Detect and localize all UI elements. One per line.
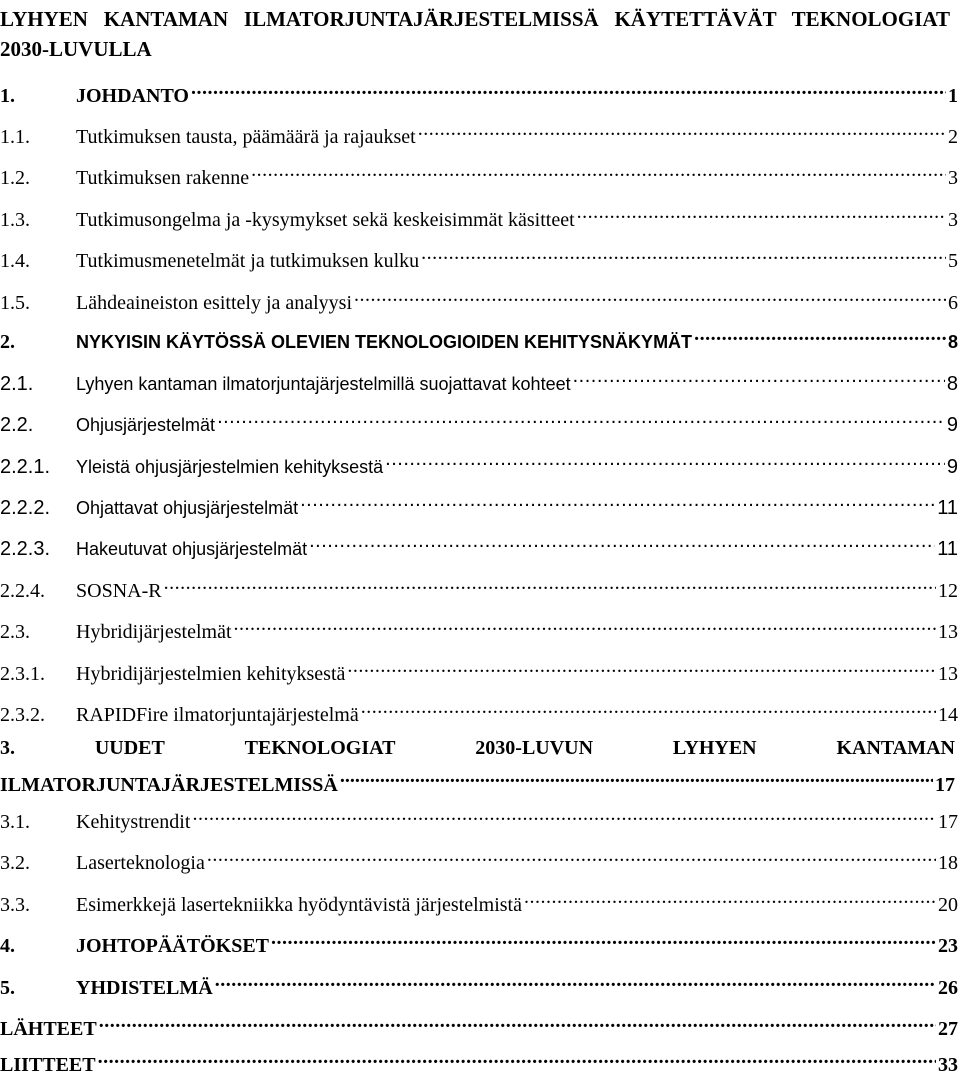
toc-page: 14 (938, 704, 958, 726)
toc-word: UUDET (94, 737, 165, 759)
toc-page: 27 (938, 1018, 958, 1040)
toc-page: 5 (948, 250, 958, 272)
toc-entry[interactable] (0, 239, 960, 272)
toc-page: 17 (935, 774, 955, 796)
toc-text: Lähdeaineiston esittely ja analyysi (76, 292, 353, 314)
toc-page: 18 (938, 852, 958, 874)
toc-page: 26 (938, 977, 958, 999)
toc-page: 9 (946, 456, 958, 478)
toc-page: 9 (946, 414, 958, 436)
toc-number: 2.2. (0, 414, 34, 436)
dot-leader (524, 883, 936, 911)
toc-number: 2.2.3. (0, 538, 51, 560)
toc-entry[interactable] (0, 841, 960, 874)
toc-number: 1. (0, 85, 15, 107)
dot-leader (98, 1043, 936, 1071)
toc-word: TEKNOLOGIAT (244, 737, 396, 759)
toc-entry-chapter-2[interactable] (0, 320, 960, 353)
toc-heading-line-2 (0, 763, 955, 800)
toc-text: JOHTOPÄÄTÖKSET (76, 935, 270, 957)
toc-entry[interactable] (0, 156, 960, 189)
toc-text: RAPIDFire ilmatorjuntajärjestelmä (76, 704, 359, 726)
toc-number: 3.3. (0, 894, 30, 916)
toc-page: 13 (938, 621, 958, 643)
toc-page: 13 (938, 663, 958, 685)
toc-text: LIITTEET (0, 1054, 96, 1076)
dot-leader (234, 610, 936, 638)
toc-word: LYHYEN (672, 737, 757, 759)
toc-page: 8 (947, 332, 958, 352)
toc-number: 2.2.2. (0, 497, 51, 519)
toc-number: 4. (0, 935, 15, 957)
toc-entry-chapter-4[interactable] (0, 924, 960, 957)
toc-entry[interactable] (0, 362, 960, 395)
toc-page: 1 (948, 85, 958, 107)
toc-entry[interactable] (0, 486, 960, 519)
toc-word: 2030-LUVUN (475, 737, 594, 759)
toc-entry-chapter-3[interactable] (0, 733, 955, 800)
toc-text: SOSNA-R (76, 580, 162, 602)
toc-word: KANTAMAN (836, 737, 955, 759)
dot-leader (207, 841, 936, 869)
toc-text: Ohjattavat ohjusjärjestelmät (76, 498, 299, 518)
toc-page: 3 (948, 167, 958, 189)
toc-entry[interactable] (0, 569, 960, 602)
toc-text: Tutkimusmenetelmät ja tutkimuksen kulku (76, 250, 420, 272)
toc-number: 2. (0, 331, 15, 353)
toc-text: Kehitystrendit (76, 811, 191, 833)
dot-leader (300, 486, 935, 514)
dot-leader (251, 156, 946, 184)
toc-entry[interactable] (0, 403, 960, 436)
dot-leader (309, 527, 935, 555)
toc-entry[interactable] (0, 198, 960, 231)
toc-text: Yleistä ohjusjärjestelmien kehityksestä (76, 457, 384, 477)
toc-number: 2.3.2. (0, 704, 45, 726)
toc-page: 11 (937, 497, 958, 519)
toc-heading-line-1 (0, 733, 955, 763)
dot-leader (385, 445, 945, 473)
toc-entry[interactable] (0, 610, 960, 643)
toc-text: Esimerkkejä lasertekniikka hyödyntävistä järjestelmistä (76, 894, 522, 916)
toc-number: 1.3. (0, 209, 30, 231)
toc-number: 1.4. (0, 250, 30, 272)
toc-entry-johdanto[interactable] (0, 74, 960, 107)
toc-text: Tutkimuksen tausta, päämäärä ja rajaukset (76, 126, 416, 148)
toc-text: Laserteknologia (76, 852, 205, 874)
toc-entry[interactable] (0, 527, 960, 560)
toc-number: 1.1. (0, 126, 30, 148)
toc-entry[interactable] (0, 281, 960, 314)
dot-leader (573, 362, 945, 390)
dot-leader (361, 693, 936, 721)
toc-text: Hybridijärjestelmät (76, 621, 232, 643)
dot-leader (215, 966, 936, 994)
toc-number: 2.2.4. (0, 580, 45, 602)
toc-entry[interactable] (0, 115, 960, 148)
toc-number: 2.3. (0, 621, 30, 643)
toc-page: 17 (938, 811, 958, 833)
dot-leader (164, 569, 936, 597)
toc-entry-lahteet[interactable] (0, 1007, 960, 1040)
dot-leader (217, 403, 945, 431)
dot-leader (191, 74, 946, 102)
dot-leader (418, 115, 946, 143)
toc-text: Lyhyen kantaman ilmatorjuntajärjestelmillä suojattavat kohteet (76, 374, 571, 394)
toc-entry-liitteet[interactable] (0, 1043, 960, 1076)
toc-text: JOHDANTO (76, 85, 189, 107)
toc-number: 3.1. (0, 811, 30, 833)
dot-leader (340, 763, 933, 791)
toc-number: 3. (0, 737, 15, 759)
toc-page: 3 (948, 209, 958, 231)
toc-text: Ohjusjärjestelmät (76, 415, 216, 435)
toc-number: 1.2. (0, 167, 30, 189)
dot-leader (354, 281, 946, 309)
toc-page: 33 (938, 1054, 958, 1076)
toc-number: 2.2.1. (0, 456, 51, 478)
toc-entry[interactable] (0, 445, 960, 478)
toc-entry[interactable] (0, 800, 960, 833)
toc-text: NYKYISIN KÄYTÖSSÄ OLEVIEN TEKNOLOGIOIDEN KEHITYSNÄKYMÄT (76, 332, 693, 352)
toc-number: 5. (0, 977, 15, 999)
toc-page: 2 (948, 126, 958, 148)
toc-text: Hybridijärjestelmien kehityksestä (76, 663, 346, 685)
toc-text: ILMATORJUNTAJÄRJESTELMISSÄ (0, 774, 338, 796)
toc-entry[interactable] (0, 693, 960, 726)
dot-leader (694, 320, 946, 348)
dot-leader (271, 924, 936, 952)
dot-leader (577, 198, 946, 226)
toc-text: LÄHTEET (0, 1018, 97, 1040)
toc-page: 8 (946, 373, 958, 395)
toc-entry[interactable] (0, 883, 960, 916)
toc-entry[interactable] (0, 652, 960, 685)
toc-number: 1.5. (0, 292, 30, 314)
toc-text: Tutkimusongelma ja -kysymykset sekä keskeisimmät käsitteet (76, 209, 575, 231)
toc-page: 11 (937, 538, 958, 560)
toc-number: 2.1. (0, 373, 34, 395)
document-title: LYHYEN KANTAMAN ILMATORJUNTAJÄRJESTELMISSÄ KÄYTETTÄVÄT TEKNOLOGIAT 2030-LUVULLA (0, 7, 950, 61)
toc-entry-chapter-5[interactable] (0, 966, 960, 999)
toc-text: YHDISTELMÄ (76, 977, 213, 999)
toc-text: Tutkimuksen rakenne (76, 167, 250, 189)
toc-page: 20 (938, 894, 958, 916)
dot-leader (347, 652, 936, 680)
dot-leader (192, 800, 936, 828)
dot-leader (421, 239, 946, 267)
toc-page: 6 (948, 292, 958, 314)
toc-number: 2.3.1. (0, 663, 45, 685)
toc-text: Hakeutuvat ohjusjärjestelmät (76, 539, 308, 559)
toc-number: 3.2. (0, 852, 30, 874)
toc-page: 12 (938, 580, 958, 602)
dot-leader (99, 1007, 936, 1035)
toc-page: 23 (938, 935, 958, 957)
